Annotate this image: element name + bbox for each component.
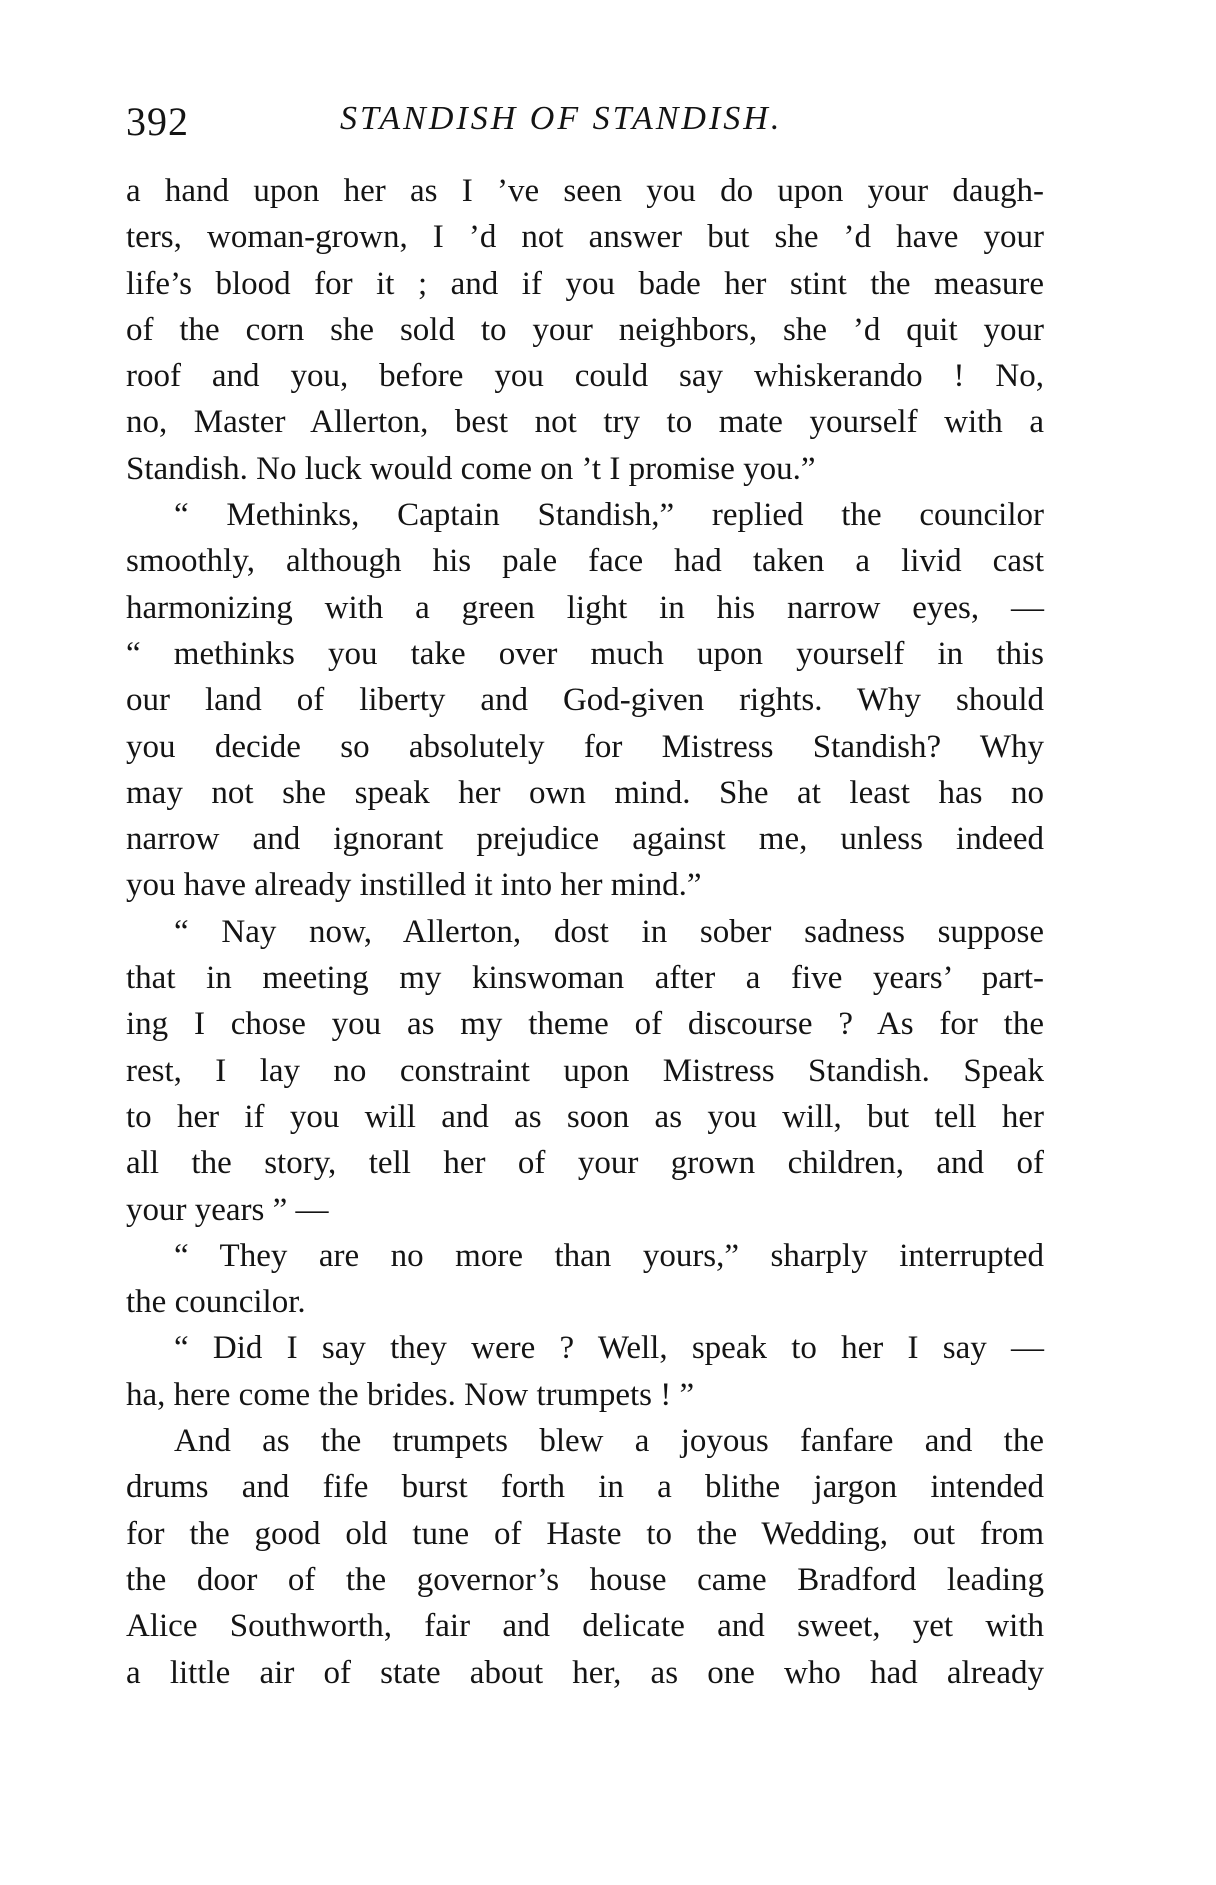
text-line: you decide so absolutely for Mistress Standish? Why — [126, 728, 1044, 765]
text-line: narrow and ignorant prejudice against me, unless indeed — [126, 821, 1044, 858]
text-line: “ Nay now, Allerton, dost in sober sadness suppose — [174, 913, 1044, 950]
text-line: you have already instilled it into her mind.” — [126, 867, 702, 904]
text-line: ters, woman-grown, I ’d not answer but she ’d have your — [126, 219, 1044, 256]
text-line: life’s blood for it ; and if you bade her stint the measure — [126, 265, 1044, 302]
text-line: may not she speak her own mind. She at least has no — [126, 774, 1044, 811]
text-line: a hand upon her as I ’ve seen you do upon your daugh- — [126, 173, 1044, 209]
text-line: “ methinks you take over much upon yourself in this — [126, 635, 1044, 672]
text-line: Alice Southworth, fair and delicate and sweet, yet with — [126, 1608, 1044, 1645]
text-line: ha, here come the brides. Now trumpets ! ” — [126, 1376, 695, 1413]
text-line: for the good old tune of Haste to the Wedding, out from — [126, 1515, 1044, 1552]
text-line: all the story, tell her of your grown children, and of — [126, 1145, 1044, 1182]
text-line: harmonizing with a green light in his narrow eyes, — — [126, 589, 1044, 626]
text-line: to her if you will and as soon as you will, but tell her — [126, 1098, 1044, 1135]
text-line: “ They are no more than yours,” sharply interrupted — [174, 1237, 1044, 1274]
text-line: our land of liberty and God-given rights. Why should — [126, 682, 1044, 719]
text-line: “ Did I say they were ? Well, speak to her I say — — [174, 1330, 1044, 1367]
text-line: of the corn she sold to your neighbors, she ’d quit your — [126, 311, 1044, 348]
page-number: 392 — [126, 99, 189, 144]
text-line: your years ” — — [126, 1191, 329, 1228]
running-title: STANDISH OF STANDISH. — [340, 100, 783, 137]
text-line: And as the trumpets blew a joyous fanfare and the — [174, 1423, 1044, 1460]
body-text — [126, 168, 1044, 1696]
text-line: ing I chose you as my theme of discourse ? As for the — [126, 1006, 1044, 1043]
text-line: rest, I lay no constraint upon Mistress Standish. Speak — [126, 1052, 1044, 1089]
text-line: roof and you, before you could say whiskerando ! No, — [126, 358, 1044, 395]
page-header — [126, 98, 1046, 158]
text-line: drums and fife burst forth in a blithe jargon intended — [126, 1469, 1044, 1506]
text-line: Standish. No luck would come on ’t I promise you.” — [126, 450, 816, 487]
text-line: “ Methinks, Captain Standish,” replied the councilor — [174, 497, 1044, 534]
text-line: smoothly, although his pale face had taken a livid cast — [126, 543, 1044, 580]
text-line: a little air of state about her, as one who had already — [126, 1654, 1044, 1691]
text-line: that in meeting my kinswoman after a five years’ part- — [126, 960, 1044, 997]
text-line: no, Master Allerton, best not try to mate yourself with a — [126, 404, 1044, 441]
text-line: the door of the governor’s house came Bradford leading — [126, 1561, 1044, 1598]
text-line: the councilor. — [126, 1284, 306, 1321]
